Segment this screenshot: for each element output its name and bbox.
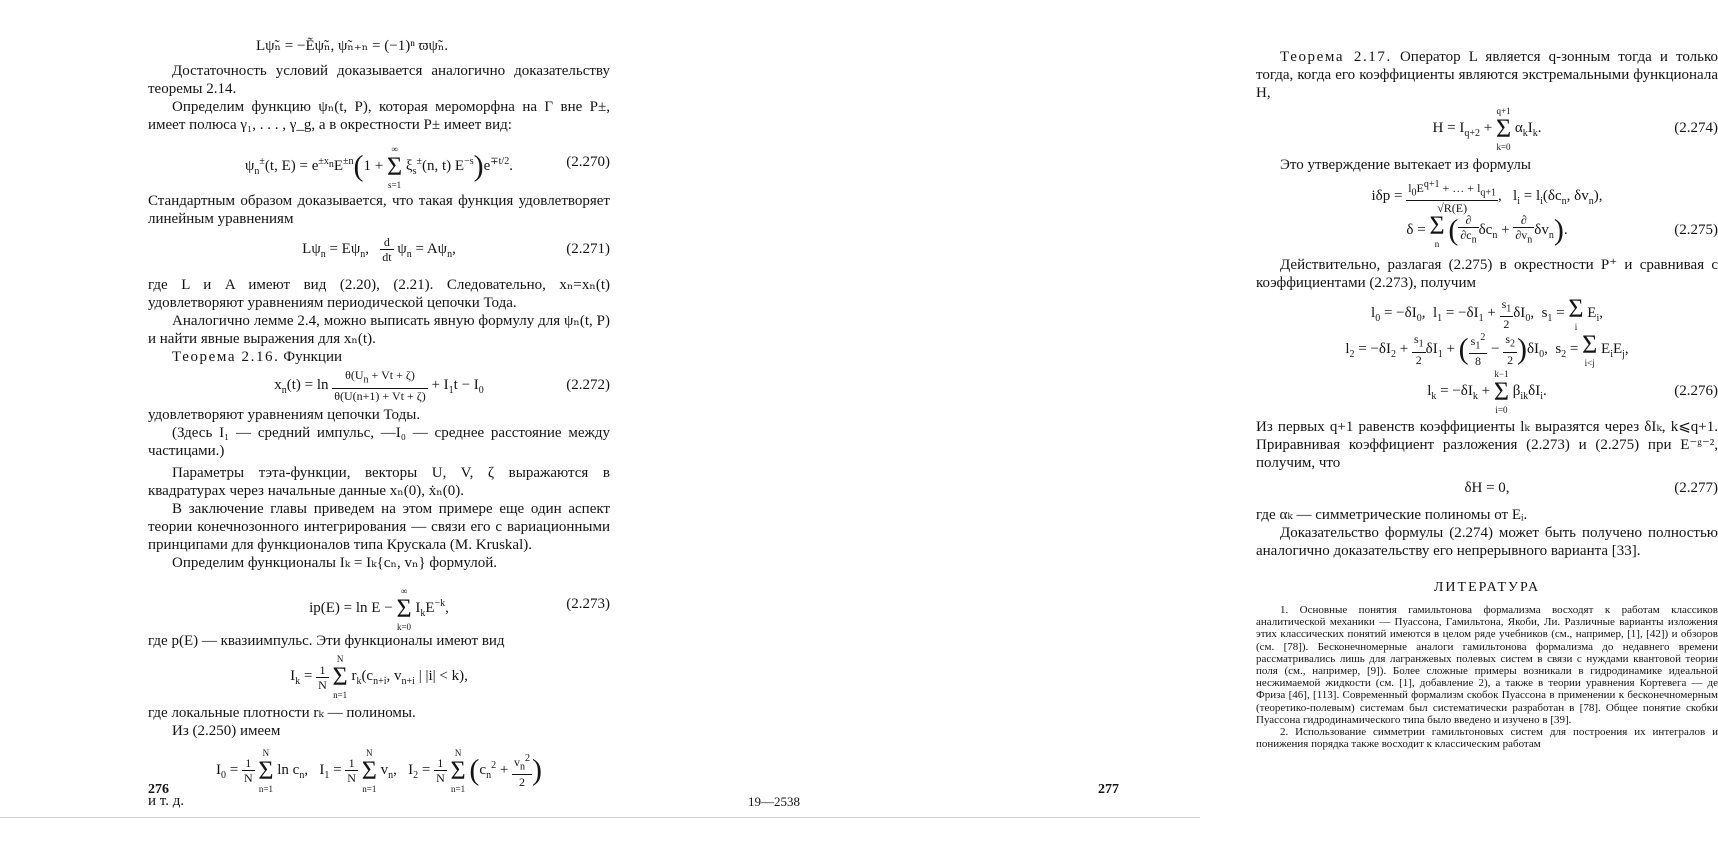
paragraph: где локальные плотности rₖ — полиномы. — [148, 705, 416, 721]
theorem-text: Функции — [283, 349, 343, 365]
formula: $l_2 = -\delta I_2$ + $\frac{s_1}{2}$ $\delta I_1$ + ( $\frac{s_1^2}{8}$ − $\frac{s_2}{2}$ )$\delta I_0$, $s_2$ = Σ i<j $E_iE_j$, — [1345, 329, 1629, 369]
equation-2-277 — [1256, 476, 1718, 500]
equation-2-276-c — [1256, 368, 1718, 414]
formula: $l_0 = -\delta I_0$, $l_1 = -\delta I_1$ + $\frac{s_1}{2}$ $\delta I_0$, $s_1$ = Σ i $E_i$, — [1371, 294, 1603, 332]
paragraph: Стандартным образом доказывается, что такая функция удовлетворяет линейным уравнениям — [148, 193, 610, 227]
page-number: 277 — [1098, 782, 1119, 797]
page-number: 276 — [148, 782, 169, 797]
equation-2-274 — [1256, 106, 1718, 150]
equation-2-275-a — [1256, 178, 1718, 216]
theorem-heading: Теорема 2.17. — [1280, 49, 1392, 65]
equation-number: (2.274) — [1674, 120, 1718, 136]
formula: $L\psi_n = E\psi_n$, $\frac{d}{dt}$ $\psi_n = A\psi_n$, — [302, 235, 456, 265]
paragraph: (Здесь I₁ — средний импульс, —I₀ — среднее расстояние между частицами.) — [148, 425, 610, 459]
equation-number: (2.272) — [566, 377, 610, 393]
paragraph: Это утверждение вытекает из формулы — [1280, 157, 1531, 173]
formula: $I_k$ = $\frac{1}{N}$ N Σ n=1 $r_k(c_{n+i}$, $v_{n+i}$ | |i| < k), — [290, 654, 468, 700]
paragraph: Из первых q+1 равенств коэффициенты lₖ выразятся через δIₖ, k⩽q+1. Приравнивая коэффициент разложения (2.273) и (2.275) при E⁻ᵍ⁻², получим, что — [1256, 419, 1718, 471]
printer-signature: 19—2538 — [748, 794, 800, 809]
equation-top: Lψ̃ₙ = −Ẽψ̃ₙ, ψ̃ₙ₊ₙ = (−1)ⁿ ϖψ̃ₙ. — [256, 38, 449, 54]
literature-heading: ЛИТЕРАТУРА — [1433, 580, 1541, 595]
formula: ip(E) = ln E − ∞ Σ k=0 $I_kE^{-k}$, — [309, 585, 449, 632]
paragraph: где L и A имеют вид (2.20), (2.21). Следовательно, xₙ=xₙ(t) удовлетворяют уравнениям периодической цепочки Тода. — [148, 277, 610, 311]
formula: $H = I_{q+2}$ + q+1 Σ k=0 $\alpha_kI_k$. — [1432, 106, 1542, 152]
paragraph: где αₖ — симметрические полиномы от Eᵢ. — [1256, 507, 1528, 523]
paragraph: удовлетворяют уравнениям цепочки Тоды. — [148, 407, 421, 423]
equation-2-273 — [148, 582, 610, 632]
equation-number: (2.270) — [566, 154, 610, 170]
equation-2-271 — [148, 234, 610, 264]
paragraph: Достаточность условий доказывается аналогично доказательству теоремы 2.14. — [148, 63, 610, 97]
page-edge — [600, 817, 1200, 818]
formula: δH = 0, — [1464, 480, 1510, 496]
formula: $l_k = -\delta I_k$ + k−1 Σ i=0 $\beta_{ik}\delta I_i$. — [1427, 368, 1547, 415]
equation-2-275-b — [1256, 210, 1718, 250]
formula: $\psi_n^\pm(t$, $E) = e^{\pm x_n}E^{\pm n}(1$ + ∞ Σ s=1 $\xi_s^\pm(n$, t) $E^{-s})e^{\mp t/2}$. — [245, 143, 513, 190]
paragraph: В заключение главы приведем на этом примере еще один аспект теории конечнозонного интегрирования — связи его с вариационными принципами для функционалов типа Крускала (M. Kruskal). — [148, 501, 610, 553]
paragraph: Доказательство формулы (2.274) может быть получено полностью аналогично доказательству его непрерывного варианта [33]. — [1256, 525, 1718, 559]
equation-number: (2.277) — [1674, 480, 1718, 496]
formula: iδp = $\frac{l_0E^{q+1} + \dots + l_{q+1}}{√R(E)}$ , $l_i = l_i(\delta c_n$, $\delta v_n$), — [1371, 179, 1603, 216]
reference-item: 1. Основные понятия гамильтонова формализма восходят к работам классиков аналитической механики — Пуассона, Гамильтона, Якоби, Ли. Различные варианты изложения этих классических понятий имеются в целом ряде учебников (см., например, [1], [42]) и обзоров (см. [78]). Бесконечномерные аналоги гамильтонова формализма до недавнего времени рассматривались лишь для лагранжевых полевых систем в связи с нуждами квантовой теории поля (см., например, [9]). Более сложные примеры возникали в гидродинамике идеальной несжимаемой жидкости (см. [1], добавление 2), а также в теории уравнения Кортевега — де Фриза [46], [113]. Современный формализм скобок Пуассона в применении к бесконечномерным (теоретико-полевым) системам был систематически разработан в [78]. Общее понятие скобки Пуассона гидродинамического типа было введено и изучено в [39]. — [1256, 604, 1718, 726]
paragraph: и т. д. — [148, 793, 185, 809]
paragraph: Определим функцию ψₙ(t, P), которая мероморфна на Γ вне P±, имеет полюса γ₁, . . . , γ_g, а в окрестности P± имеет вид: — [148, 99, 610, 133]
paragraph: Действительно, разлагая (2.275) в окрестности P⁺ и сравнивая с коэффициентами (2.273), получим — [1256, 257, 1718, 291]
equation-number: (2.273) — [566, 596, 610, 612]
paragraph: Из (2.250) имеем — [172, 723, 281, 739]
reference-item: 2. Использование симметрии гамильтоновых систем для построения их интегралов и понижения порядка также восходит к классическим работам — [1256, 726, 1718, 751]
formula: $I_0$ = $\frac{1}{N}$ N Σ n=1 $\ln c_n$, $I_1$ = $\frac{1}{N}$ N Σ n=1 $v_n$, $I_2$ = $\frac{1}{N}$ N Σ n=1 ($c_n^2$ + $\frac{v_n^2}{2}$ ) — [215, 747, 543, 794]
equation-number: (2.275) — [1674, 222, 1718, 238]
page-edge — [0, 817, 600, 818]
formula: δ = Σ n ( $\frac{\partial}{\partial c_n}$ $\delta c_n$ + $\frac{\partial}{\partial v_n}$ $\delta v_n$). — [1406, 210, 1568, 249]
equation-number: (2.271) — [566, 241, 610, 257]
paragraph: Определим функционалы Iₖ = Iₖ{cₙ, vₙ} формулой. — [172, 555, 497, 571]
formula: $x_n(t) = \ln$ $\frac{\theta(U_n + Vt + \zeta)}{\theta(U(n+1) + Vt + \zeta)}$ + $I_1t - I_0$ — [274, 368, 484, 403]
equation-2-270 — [148, 140, 610, 190]
theorem-2-16 — [148, 348, 610, 366]
left-page — [0, 0, 610, 848]
theorem-2-17 — [1256, 48, 1718, 102]
right-page — [600, 0, 1718, 848]
right-text-column — [1256, 48, 1718, 750]
equation-Ik — [148, 654, 610, 698]
paragraph: Аналогично лемме 2.4, можно выписать явную формулу для ψₙ(t, P) и найти явные выражения для xₙ(t). — [148, 313, 610, 347]
equation-2-272 — [148, 368, 610, 402]
left-text-column — [148, 36, 610, 810]
equation-2-276-a — [1256, 296, 1718, 330]
theorem-heading: Теорема 2.16. — [172, 349, 280, 365]
equation-number: (2.276) — [1674, 383, 1718, 399]
paragraph: Параметры тэта-функции, векторы U, V, ζ выражаются в квадратурах через начальные данные xₙ(0), ẋₙ(0). — [148, 465, 610, 499]
paragraph: где p(E) — квазиимпульс. Эти функционалы имеют вид — [148, 633, 505, 649]
equation-2-276-b — [1256, 330, 1718, 368]
theorem-text: Оператор L является q-зонным тогда и только тогда, когда его коэффициенты являются экстремальными функционала H, — [1256, 49, 1718, 101]
